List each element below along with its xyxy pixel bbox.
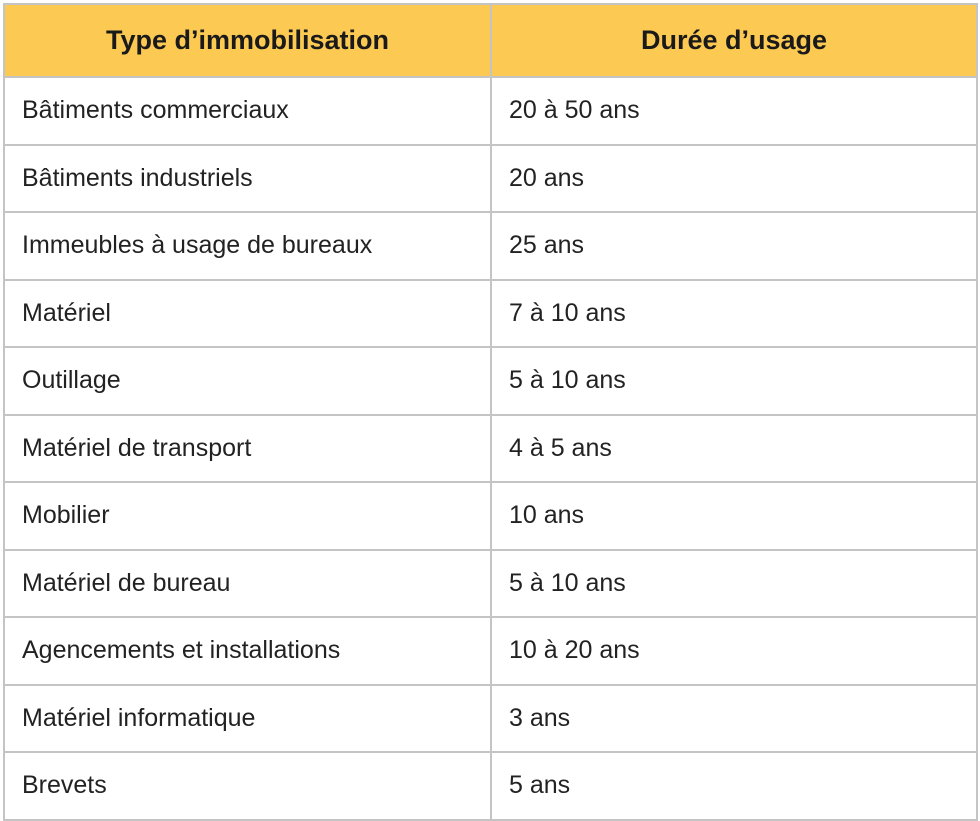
table-row <box>4 347 977 415</box>
table-body <box>4 77 977 820</box>
asset-type-cell: Mobilier <box>4 482 491 550</box>
table-row <box>4 212 977 280</box>
asset-type-cell: Matériel de transport <box>4 415 491 483</box>
depreciation-table <box>3 3 978 821</box>
useful-life-cell: 20 ans <box>491 145 977 213</box>
useful-life-cell: 10 ans <box>491 482 977 550</box>
asset-type-cell: Outillage <box>4 347 491 415</box>
depreciation-table-container <box>3 3 976 821</box>
table-row <box>4 617 977 685</box>
asset-type-cell: Brevets <box>4 752 491 820</box>
asset-type-cell: Bâtiments industriels <box>4 145 491 213</box>
asset-type-cell: Bâtiments commerciaux <box>4 77 491 145</box>
table-row <box>4 482 977 550</box>
asset-type-cell: Agencements et installations <box>4 617 491 685</box>
useful-life-cell: 7 à 10 ans <box>491 280 977 348</box>
asset-type-cell: Matériel <box>4 280 491 348</box>
useful-life-cell: 25 ans <box>491 212 977 280</box>
table-row <box>4 77 977 145</box>
asset-type-cell: Matériel de bureau <box>4 550 491 618</box>
useful-life-cell: 5 ans <box>491 752 977 820</box>
useful-life-cell: 5 à 10 ans <box>491 550 977 618</box>
useful-life-cell: 10 à 20 ans <box>491 617 977 685</box>
table-row <box>4 550 977 618</box>
table-row <box>4 145 977 213</box>
table-row <box>4 280 977 348</box>
header-useful-life: Durée d’usage <box>491 4 977 77</box>
asset-type-cell: Matériel informatique <box>4 685 491 753</box>
table-row <box>4 752 977 820</box>
header-row <box>4 4 977 77</box>
header-asset-type: Type d’immobilisation <box>4 4 491 77</box>
useful-life-cell: 3 ans <box>491 685 977 753</box>
useful-life-cell: 4 à 5 ans <box>491 415 977 483</box>
table-row <box>4 685 977 753</box>
table-row <box>4 415 977 483</box>
useful-life-cell: 20 à 50 ans <box>491 77 977 145</box>
useful-life-cell: 5 à 10 ans <box>491 347 977 415</box>
table-header <box>4 4 977 77</box>
asset-type-cell: Immeubles à usage de bureaux <box>4 212 491 280</box>
